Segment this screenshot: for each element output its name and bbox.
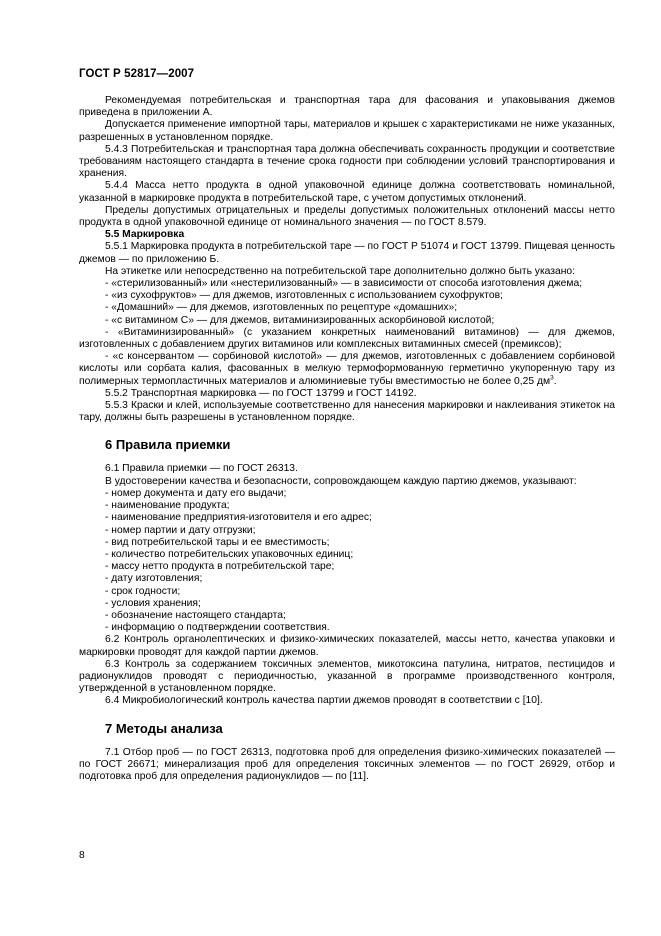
section-title: 6 Правила приемки (105, 437, 231, 453)
paragraph: 5.5.2 Транспортная маркировка — по ГОСТ 13799 и ГОСТ 14192. (105, 387, 417, 399)
list-item (79, 351, 615, 388)
list-item-text: - «с консервантом — сорбиновой кислотой» — для джемов, изготовленных с добавлением сорбиновой кислоты или сорбата калия, фасованных в мелкую термоформованную герметично укупоренную тару из полимерных термопластичных материалов и алюминиевые тубы вместимостью не более 0,25 дм (79, 351, 615, 387)
paragraph: Допускается применение импортной тары, материалов и крышек с характеристиками не ниже указанных, разрешенных в установленном порядке. (79, 119, 615, 143)
document-header: ГОСТ Р 52817—2007 (79, 68, 195, 80)
paragraph: Рекомендуемая потребительская и транспортная тара для фасования и упаковывания джемов приведена в приложении А. (79, 95, 615, 119)
paragraph: 6.2 Контроль органолептических и физико-химических показателей, массы нетто, качества упаковки и маркировки проводят для каждой партии джемов. (79, 634, 615, 658)
paragraph: 5.5.3 Краски и клей, используемые соответственно для нанесения маркировки и наклеивания этикеток на тару, должны быть разрешены в установленном порядке. (79, 400, 615, 424)
list-item: - наименование продукта; (105, 500, 230, 512)
list-item-end: . (553, 375, 557, 387)
list-item: - количество потребительских упаковочных единиц; (105, 548, 354, 560)
list-item: - наименование предприятия-изготовителя и его адрес; (105, 512, 372, 524)
list-item: - срок годности; (105, 585, 181, 597)
paragraph: В удостоверении качества и безопасности, сопровождающем каждую партию джемов, указывают: (105, 475, 577, 487)
list-item: - дату изготовления; (105, 573, 203, 585)
paragraph: 6.1 Правила приемки — по ГОСТ 26313. (105, 463, 298, 475)
paragraph: 6.3 Контроль за содержанием токсичных элементов, микотоксина патулина, нитратов, пестицидов и радионуклидов проводят с периодичностью, указанной в программе производственного контроля, утвержденной в установленном порядке. (79, 658, 615, 695)
list-item: - номер партии и дату отгрузки; (105, 524, 256, 536)
list-item: - условия хранения; (105, 597, 201, 609)
list-item: - обозначение настоящего стандарта; (105, 609, 286, 621)
paragraph: 6.4 Микробиологический контроль качества партии джемов проводят в соответствии с [10]. (105, 695, 543, 707)
paragraph: 5.4.4 Масса нетто продукта в одной упаковочной единице должна соответствовать номинальной, указанной в маркировке продукта в потребительской таре, с учетом допустимых отклонений. (79, 180, 615, 204)
list-item: - «Домашний» — для джемов, изготовленных по рецептуре «домашних»; (105, 302, 458, 314)
list-item: - номер документа и дату его выдачи; (105, 487, 287, 499)
list-item: - вид потребительской тары и ее вместимость; (105, 536, 330, 548)
superscript: 3 (550, 374, 554, 382)
list-item: - информацию о подтверждении соответствия. (105, 622, 330, 634)
paragraph: Пределы допустимых отрицательных и пределы допустимых положительных отклонений массы нетто продукта в одной упаковочной единице от номинального значения — по ГОСТ 8.579. (79, 204, 615, 229)
list-item: - массу нетто продукта в потребительской таре; (105, 561, 335, 573)
list-item: - «Витаминизированный» (с указанием конкретных наименований витаминов) — для джемов, изготовленных с добавлением других витаминов или комплексных витаминных смесей (премиксов); (79, 326, 615, 351)
page-content (79, 95, 615, 783)
list-item: - «из сухофруктов» — для джемов, изготовленных с использованием сухофруктов; (105, 290, 503, 302)
page-number: 8 (79, 850, 85, 861)
list-item: - «стерилизованный» или «нестерилизованный» — в зависимости от способа изготовления джема; (105, 278, 583, 290)
paragraph: 7.1 Отбор проб — по ГОСТ 26313, подготовка проб для определения физико-химических показателей — по ГОСТ 26671; минерализация проб для определения токсичных элементов — по ГОСТ 26929, отбор и подготовка проб для определения радионуклидов — по [11]. (79, 746, 615, 782)
section-title: 7 Методы анализа (105, 720, 223, 736)
subsection-title: 5.5 Маркировка (105, 229, 185, 241)
paragraph: 5.4.3 Потребительская и транспортная тара должна обеспечивать сохранность продукции и соответствие требованиям настоящего стандарта в течение срока годности при соблюдении условий транспортирования и хранения. (79, 143, 615, 180)
paragraph: 5.5.1 Маркировка продукта в потребительской таре — по ГОСТ Р 51074 и ГОСТ 13799. Пищевая ценность джемов — по приложению Б. (79, 241, 615, 265)
list-item: - «с витамином С» — для джемов, витаминизированных аскорбиновой кислотой; (105, 314, 495, 326)
paragraph: На этикетке или непосредственно на потребительской таре дополнительно должно быть указано: (105, 265, 576, 277)
